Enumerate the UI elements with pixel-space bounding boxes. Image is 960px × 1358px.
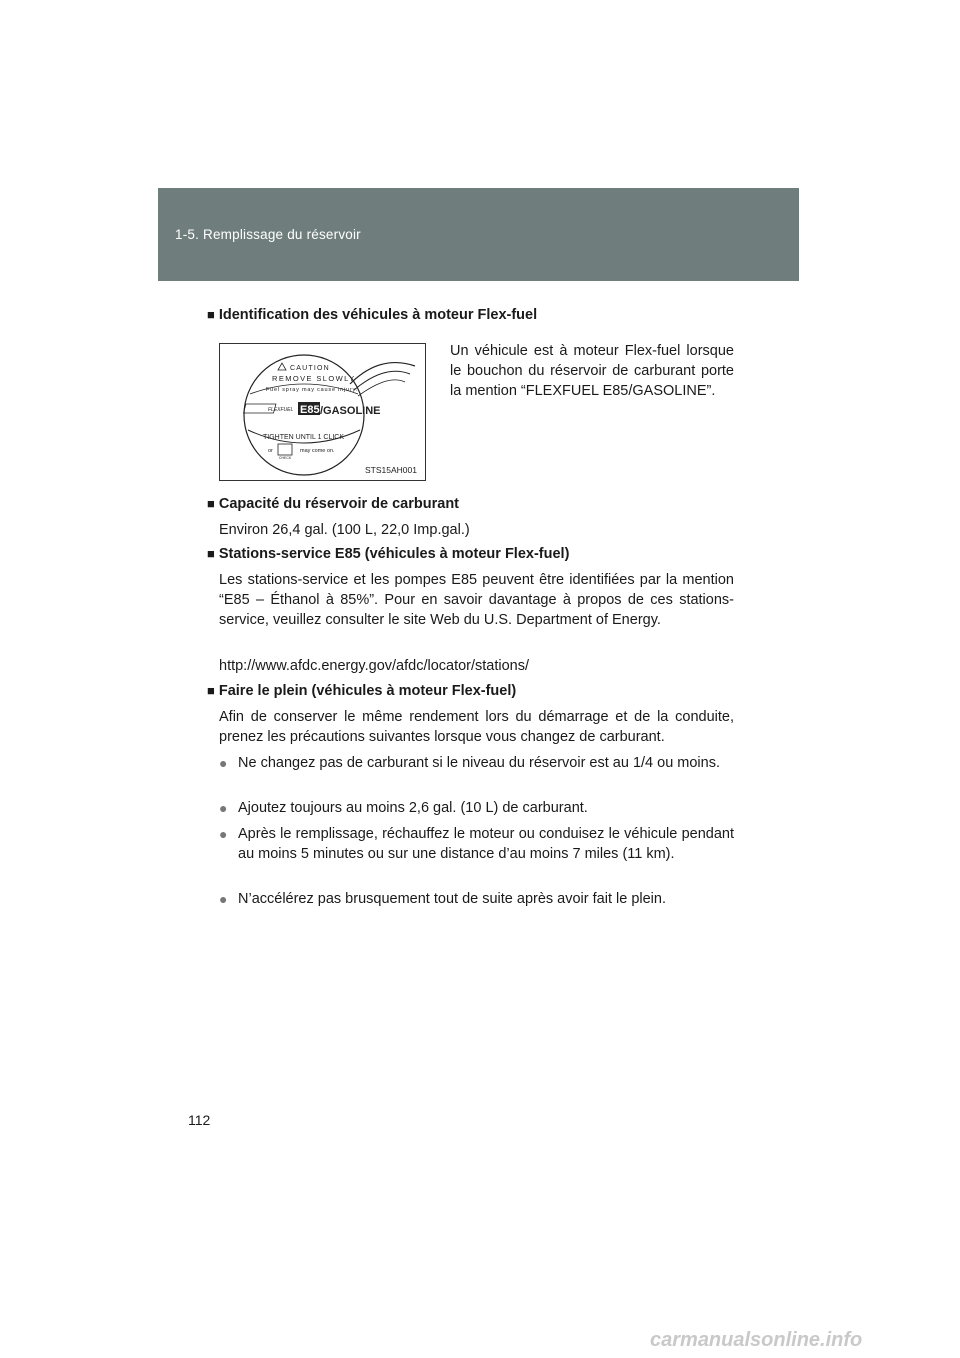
flex-id-text: Un véhicule est à moteur Flex-fuel lorsque le bouchon du réservoir de carburant porte la mention “FLEXFUEL E85/GASOLINE”. <box>450 343 734 399</box>
page-number: 112 <box>188 1112 211 1128</box>
heading-filling: ■ Faire le plein (véhicules à moteur Flex-fuel) <box>207 683 517 699</box>
fuel-cap-figure <box>219 343 426 481</box>
list-item: ● Ne changez pas de carburant si le niveau du réservoir est au 1/4 ou moins. <box>219 755 720 771</box>
square-bullet-icon: ■ <box>207 683 215 698</box>
flexfuel-label: FLEXFUEL <box>268 407 294 413</box>
square-bullet-icon: ■ <box>207 307 215 322</box>
stations-text: Les stations-service et les pompes E85 peuvent être identifiées par la mention “E85 – Éthanol à 85%”. Pour en savoir davantage à propos de ces stations-service, veuillez consulter le site Web du U.S. Department of Energy. <box>219 572 734 628</box>
caution-label: CAUTION <box>290 365 330 372</box>
list-item: ● Après le remplissage, réchauffez le moteur ou conduisez le véhicule pendant au moins 5 minutes ou sur une distance d’au moins 7 miles (11 km). <box>219 826 734 862</box>
e85-label: E85 <box>300 404 320 416</box>
heading-flex-id: ■ Identification des véhicules à moteur Flex-fuel <box>207 307 538 323</box>
spray-label: Fuel spray may cause injury. <box>266 387 358 393</box>
gasoline-label: /GASOLINE <box>320 405 381 417</box>
bullet-dot-icon: ● <box>219 826 228 842</box>
square-bullet-icon: ■ <box>207 546 215 561</box>
heading-stations: ■ Stations-service E85 (véhicules à moteur Flex-fuel) <box>207 546 570 562</box>
list-item: ● N’accélérez pas brusquement tout de suite après avoir fait le plein. <box>219 891 666 907</box>
square-bullet-icon: ■ <box>207 496 215 511</box>
fuel-cap-illustration <box>220 344 425 480</box>
section-title: 1-5. Remplissage du réservoir <box>175 227 361 242</box>
tighten-label: TIGHTEN UNTIL 1 CLICK <box>263 434 345 441</box>
figure-code: STS15AH001 <box>365 465 417 475</box>
or-label: or <box>268 448 273 454</box>
list-item: ● Ajoutez toujours au moins 2,6 gal. (10 L) de carburant. <box>219 800 588 816</box>
bullet-dot-icon: ● <box>219 891 228 907</box>
check-label: CHECK <box>279 456 292 460</box>
stations-url: http://www.afdc.energy.gov/afdc/locator/stations/ <box>219 658 530 674</box>
capacity-text: Environ 26,4 gal. (100 L, 22,0 Imp.gal.) <box>219 522 470 538</box>
filling-text: Afin de conserver le même rendement lors du démarrage et de la conduite, prenez les précautions suivantes lorsque vous changez de carburant. <box>219 709 734 745</box>
bullet-dot-icon: ● <box>219 800 228 816</box>
bullet-dot-icon: ● <box>219 755 228 771</box>
heading-capacity: ■ Capacité du réservoir de carburant <box>207 496 460 512</box>
footer-watermark: carmanualsonline.info <box>650 1329 863 1351</box>
remove-label: REMOVE SLOWLY <box>272 374 356 383</box>
check-engine-icon <box>278 444 292 455</box>
may-label: may come on. <box>300 448 335 454</box>
